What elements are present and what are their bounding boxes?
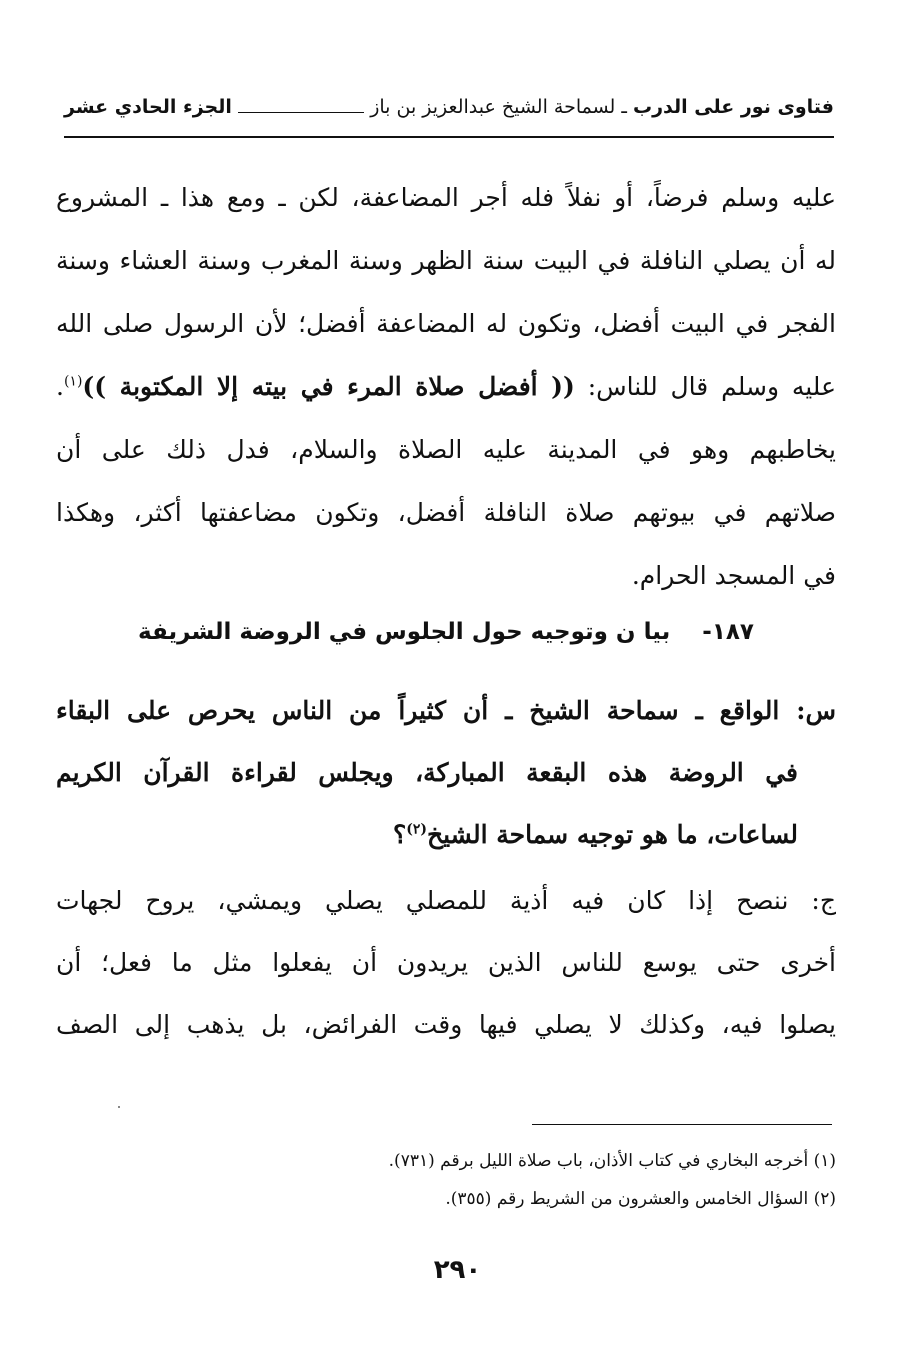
paragraph-line bbox=[56, 292, 836, 355]
question-block bbox=[56, 680, 836, 866]
answer-line: ج: ننصح إذا كان فيه أذية للمصلي يصلي ويمشي، يروح لجهات bbox=[56, 886, 836, 915]
paragraph-line: يخاطبهم وهو في المدينة عليه الصلاة والسلام، فدل ذلك على أن bbox=[56, 435, 836, 464]
paragraph-line-hadith bbox=[56, 355, 836, 418]
hadith-quote: (( أفضل صلاة المرء في بيته إلا المكتوبة )) bbox=[82, 372, 575, 401]
volume-label: الجزء الحادي عشر bbox=[64, 96, 232, 118]
page-number: ٢٩٠ bbox=[433, 1255, 482, 1285]
footnotes bbox=[56, 1142, 836, 1218]
section-number: ١٨٧- bbox=[702, 619, 754, 645]
question-mark: ؟ bbox=[392, 820, 407, 849]
line-text: الفجر في البيت أفضل، وتكون له المضاعفة أفضل؛ لأن الرسول صلى الله bbox=[56, 309, 836, 338]
footnote-1: (١) أخرجه البخاري في كتاب الأذان، باب صلاة الليل برقم (٧٣١). bbox=[388, 1151, 836, 1171]
question-line: س: الواقع ـ سماحة الشيخ ـ أن كثيراً من الناس يحرص على البقاء bbox=[56, 696, 836, 725]
scan-speck bbox=[118, 1106, 120, 1108]
book-title: فتاوى نور على الدرب bbox=[633, 96, 834, 118]
header-dash: ـ bbox=[615, 96, 633, 118]
header-rule bbox=[238, 100, 364, 113]
footnote-ref-1: (١) bbox=[63, 373, 83, 390]
paragraph-line: في المسجد الحرام. bbox=[631, 561, 836, 590]
footnote-2: (٢) السؤال الخامس والعشرون من الشريط رقم (٣٥٥). bbox=[445, 1189, 836, 1209]
footnote-ref-2: (٢) bbox=[406, 821, 427, 838]
paragraph-line: عليه وسلم فرضاً، أو نفلاً فله أجر المضاعفة، لكن ـ ومع هذا ـ المشروع bbox=[56, 183, 836, 212]
section-heading bbox=[56, 612, 836, 652]
answer-block bbox=[56, 870, 836, 1056]
paragraph-line: صلاتهم في بيوتهم صلاة النافلة أفضل، وتكون مضاعفتها أكثر، وهكذا bbox=[56, 498, 836, 527]
running-header bbox=[64, 96, 834, 138]
book-author: لسماحة الشيخ عبدالعزيز بن باز bbox=[370, 96, 616, 118]
paragraph-line: له أن يصلي النافلة في البيت سنة الظهر وسنة المغرب وسنة العشاء وسنة bbox=[56, 246, 836, 275]
line-text: لساعات، ما هو توجيه سماحة الشيخ bbox=[427, 820, 798, 849]
line-text: عليه وسلم قال للناس: bbox=[587, 372, 836, 401]
paragraph-continuation bbox=[56, 166, 836, 607]
section-title: بيا ن وتوجيه حول الجلوس في الروضة الشريفة bbox=[138, 619, 671, 645]
answer-line: أخرى حتى يوسع للناس الذين يريدون أن يفعلوا مثل ما فعل؛ أن bbox=[56, 948, 836, 977]
hadith-end: . bbox=[56, 372, 64, 401]
answer-line: يصلوا فيه، وكذلك لا يصلي فيها وقت الفرائض، بل يذهب إلى الصف bbox=[56, 1010, 836, 1039]
footnote-separator bbox=[532, 1124, 832, 1125]
question-line bbox=[56, 804, 836, 866]
question-line: في الروضة هذه البقعة المباركة، ويجلس لقراءة القرآن الكريم bbox=[56, 758, 798, 787]
